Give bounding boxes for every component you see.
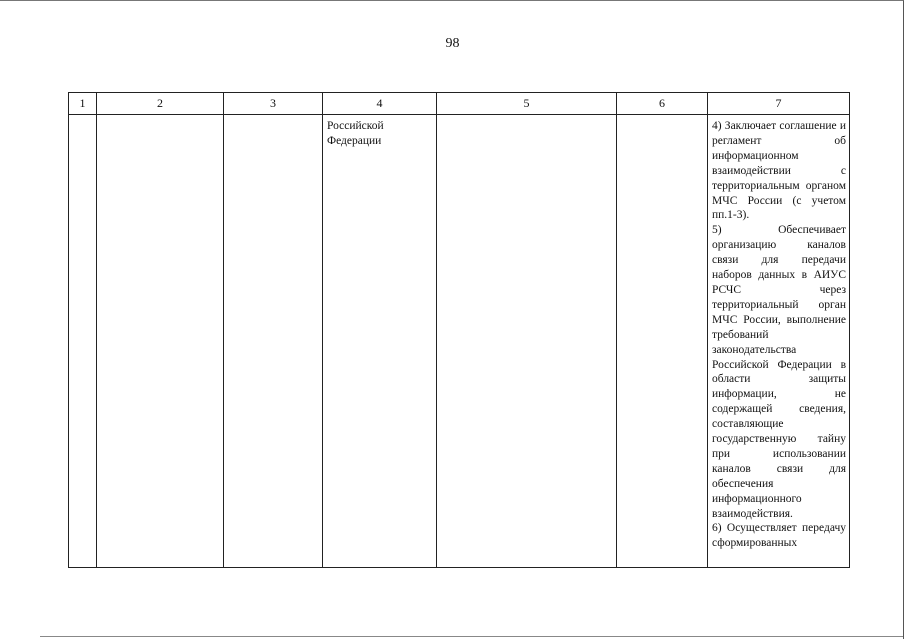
- cell-col7-text: [708, 115, 849, 551]
- cell-col5: [437, 115, 617, 568]
- table-header-row: [69, 93, 850, 115]
- column-header-3: 3: [224, 93, 323, 115]
- cell-col3: [224, 115, 323, 568]
- column-header-5: 5: [437, 93, 617, 115]
- bottom-edge-line: [40, 636, 903, 637]
- column-header-4: 4: [323, 93, 437, 115]
- column-header-6: 6: [617, 93, 708, 115]
- column-header-2: 2: [97, 93, 224, 115]
- cell-col6: [617, 115, 708, 568]
- cell-col1: [69, 115, 97, 568]
- paragraph-item-4: 4) Заключает соглашение и регламент об информационном взаимодействии с территориальным органом МЧС России (с учетом пп.1-3).: [712, 120, 846, 222]
- cell-col2: [97, 115, 224, 568]
- cell-col4-text: Российской Федерации: [327, 120, 384, 147]
- page-number: 98: [445, 36, 460, 51]
- table-row: [69, 115, 850, 568]
- cell-col7: [708, 115, 850, 568]
- column-header-1: 1: [69, 93, 97, 115]
- document-table: [68, 92, 850, 568]
- cell-col4: [323, 115, 437, 568]
- paragraph-item-6: 6) Осуществляет передачу сформированных: [712, 522, 846, 550]
- paragraph-item-5: 5) Обеспечивает организацию каналов связи для передачи наборов данных в АИУС РСЧС через территориальный орган МЧС России, выполнение требований законодательства Российской Федерации в области защиты информации, не содержащей сведения, составляющие государственную тайну при использовании каналов связи для обеспечения информационного взаимодействия.: [712, 224, 846, 520]
- column-header-7: 7: [708, 93, 850, 115]
